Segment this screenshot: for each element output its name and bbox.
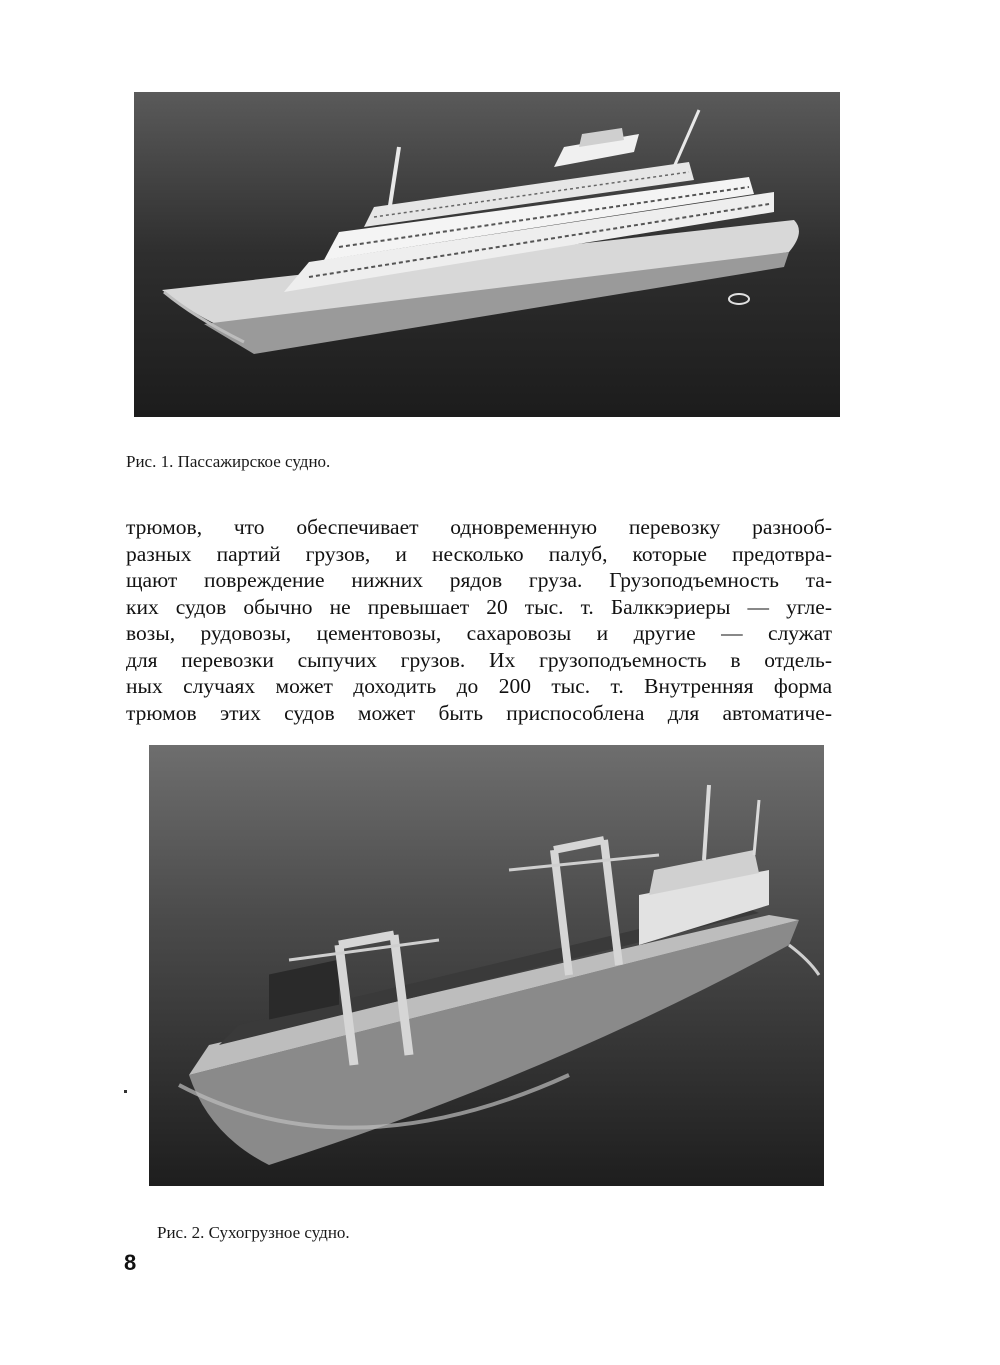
page-number: 8 — [124, 1250, 137, 1275]
figure-2-caption: Рис. 2. Сухогрузное судно. — [157, 1223, 350, 1242]
figure-1-caption: Рис. 1. Пассажирское судно. — [126, 452, 331, 471]
body-paragraph — [126, 514, 832, 726]
text-line: трюмов, что обеспечивает одновременную перевозку разнооб- — [126, 515, 832, 539]
text-line: для перевозки сыпучих грузов. Их грузоподъемность в отдель- — [126, 647, 832, 672]
dry-cargo-ship-photo — [149, 745, 824, 1186]
text-line: ких судов обычно не превышает 20 тыс. т. Балккэриеры — угле- — [126, 594, 832, 619]
passenger-ship-photo — [134, 92, 840, 417]
text-line: щают повреждение нижних рядов груза. Грузоподъемность та- — [126, 568, 832, 592]
text-line: трюмов этих судов может быть приспособлена для автоматиче- — [126, 700, 832, 725]
text-line: возы, рудовозы, цементовозы, сахаровозы и другие — служат — [126, 621, 832, 645]
print-speck — [124, 1090, 127, 1093]
text-line: ных случаях может доходить до 200 тыс. т. Внутренняя форма — [126, 674, 832, 698]
text-line: разных партий грузов, и несколько палуб, которые предотвра- — [126, 541, 832, 566]
